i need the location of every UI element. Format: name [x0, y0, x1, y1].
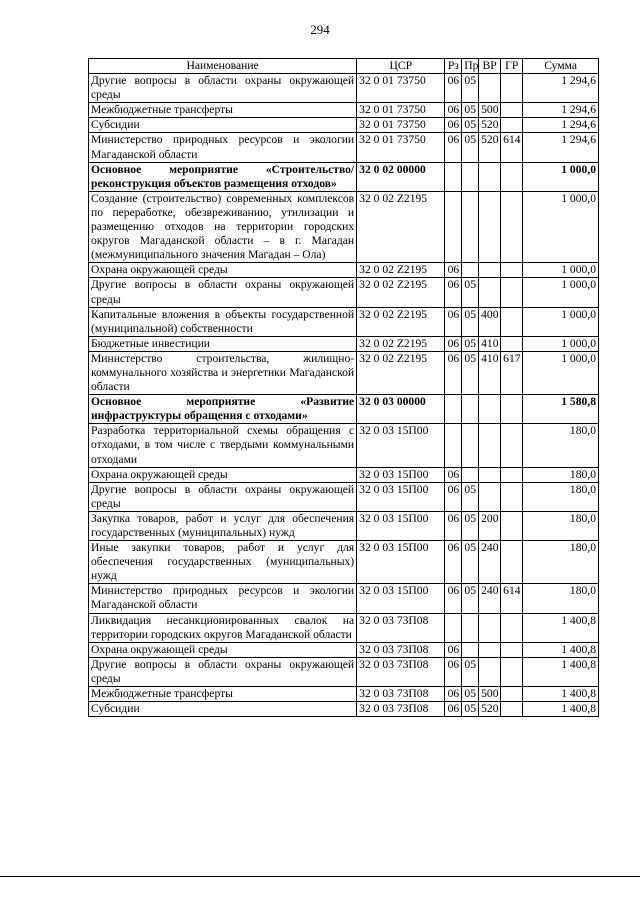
cell-sum: 1 000,0 — [523, 351, 599, 394]
cell-gr — [501, 424, 523, 467]
cell-gr — [501, 702, 523, 717]
cell-sum: 1 580,8 — [523, 395, 599, 424]
cell-pr — [462, 263, 479, 278]
cell-rz: 06 — [445, 351, 462, 394]
cell-pr: 05 — [462, 307, 479, 336]
cell-name: Охрана окружающей среды — [89, 467, 357, 482]
cell-sum: 1 400,8 — [523, 687, 599, 702]
cell-name: Капитальные вложения в объекты государственной (муниципальной) собственности — [89, 307, 357, 336]
cell-name: Разработка территориальной схемы обращения с отходами, в том числе с твердыми коммунальными отходами — [89, 424, 357, 467]
cell-sum: 1 400,8 — [523, 642, 599, 657]
cell-vr: 410 — [479, 336, 501, 351]
cell-vr — [479, 642, 501, 657]
cell-rz: 06 — [445, 541, 462, 584]
cell-vr — [479, 657, 501, 686]
cell-name: Министерство строительства, жилищно-коммунального хозяйства и энергетики Магаданской области — [89, 351, 357, 394]
cell-name: Бюджетные инвестиции — [89, 336, 357, 351]
header-sum: Сумма — [523, 59, 599, 74]
header-gr: ГР — [501, 59, 523, 74]
table-row — [89, 278, 599, 307]
cell-gr — [501, 467, 523, 482]
cell-pr: 05 — [462, 278, 479, 307]
cell-pr — [462, 467, 479, 482]
cell-gr: 614 — [501, 584, 523, 613]
cell-name: Другие вопросы в области охраны окружающей среды — [89, 657, 357, 686]
cell-vr: 520 — [479, 118, 501, 133]
table-row — [89, 584, 599, 613]
cell-sum: 1 294,6 — [523, 133, 599, 162]
cell-rz: 06 — [445, 307, 462, 336]
table-header-row — [89, 59, 599, 74]
cell-csr: 32 0 02 Z2195 — [357, 191, 445, 262]
table-row — [89, 424, 599, 467]
table-row — [89, 162, 599, 191]
cell-rz: 06 — [445, 687, 462, 702]
table-row — [89, 467, 599, 482]
table-row — [89, 263, 599, 278]
cell-pr: 05 — [462, 702, 479, 717]
cell-name: Основное мероприятие «Строительство/реконструкция объектов размещения отходов» — [89, 162, 357, 191]
cell-sum: 1 294,6 — [523, 118, 599, 133]
cell-gr — [501, 118, 523, 133]
cell-csr: 32 0 03 73П08 — [357, 642, 445, 657]
cell-sum: 1 000,0 — [523, 278, 599, 307]
cell-gr — [501, 103, 523, 118]
page-number: 294 — [310, 22, 330, 37]
table-row — [89, 191, 599, 262]
cell-rz — [445, 191, 462, 262]
table-row — [89, 541, 599, 584]
header-rz: Рз — [445, 59, 462, 74]
cell-sum: 1 400,8 — [523, 657, 599, 686]
cell-sum: 180,0 — [523, 584, 599, 613]
table-row — [89, 103, 599, 118]
cell-vr: 500 — [479, 103, 501, 118]
cell-rz — [445, 395, 462, 424]
cell-csr: 32 0 02 Z2195 — [357, 263, 445, 278]
cell-vr: 520 — [479, 702, 501, 717]
cell-gr — [501, 687, 523, 702]
cell-gr — [501, 613, 523, 642]
cell-rz: 06 — [445, 657, 462, 686]
table-row — [89, 613, 599, 642]
cell-csr: 32 0 03 73П08 — [357, 702, 445, 717]
cell-vr — [479, 191, 501, 262]
cell-csr: 32 0 03 00000 — [357, 395, 445, 424]
cell-sum: 180,0 — [523, 511, 599, 540]
cell-sum: 1 000,0 — [523, 191, 599, 262]
cell-pr — [462, 395, 479, 424]
cell-gr — [501, 191, 523, 262]
cell-gr — [501, 74, 523, 103]
cell-csr: 32 0 01 73750 — [357, 133, 445, 162]
header-vr: ВР — [479, 59, 501, 74]
table-row — [89, 482, 599, 511]
cell-gr — [501, 336, 523, 351]
cell-pr: 05 — [462, 541, 479, 584]
cell-csr: 32 0 03 15П00 — [357, 511, 445, 540]
cell-name: Субсидии — [89, 118, 357, 133]
cell-name: Другие вопросы в области охраны окружающей среды — [89, 482, 357, 511]
cell-pr — [462, 162, 479, 191]
cell-csr: 32 0 02 00000 — [357, 162, 445, 191]
table-row — [89, 702, 599, 717]
cell-vr — [479, 395, 501, 424]
cell-pr: 05 — [462, 103, 479, 118]
cell-vr: 240 — [479, 541, 501, 584]
cell-csr: 32 0 01 73750 — [357, 74, 445, 103]
cell-vr: 500 — [479, 687, 501, 702]
table-row — [89, 395, 599, 424]
cell-rz — [445, 162, 462, 191]
cell-gr: 617 — [501, 351, 523, 394]
cell-csr: 32 0 03 73П08 — [357, 657, 445, 686]
table-row — [89, 351, 599, 394]
header-pr: Пр — [462, 59, 479, 74]
cell-gr — [501, 278, 523, 307]
cell-pr — [462, 191, 479, 262]
cell-name: Основное мероприятие «Развитие инфраструктуры обращения с отходами» — [89, 395, 357, 424]
cell-vr — [479, 278, 501, 307]
cell-rz: 06 — [445, 278, 462, 307]
cell-name: Министерство природных ресурсов и экологии Магаданской области — [89, 584, 357, 613]
cell-pr: 05 — [462, 351, 479, 394]
cell-vr: 520 — [479, 133, 501, 162]
cell-name: Охрана окружающей среды — [89, 263, 357, 278]
table-row — [89, 657, 599, 686]
cell-pr: 05 — [462, 687, 479, 702]
cell-gr: 614 — [501, 133, 523, 162]
table-row — [89, 118, 599, 133]
cell-name: Другие вопросы в области охраны окружающей среды — [89, 74, 357, 103]
cell-name: Межбюджетные трансферты — [89, 687, 357, 702]
cell-gr — [501, 162, 523, 191]
cell-pr: 05 — [462, 118, 479, 133]
cell-rz: 06 — [445, 584, 462, 613]
cell-sum: 1 000,0 — [523, 263, 599, 278]
cell-gr — [501, 511, 523, 540]
table-row — [89, 511, 599, 540]
cell-csr: 32 0 02 Z2195 — [357, 336, 445, 351]
cell-csr: 32 0 01 73750 — [357, 103, 445, 118]
cell-rz: 06 — [445, 133, 462, 162]
cell-rz: 06 — [445, 336, 462, 351]
cell-name: Охрана окружающей среды — [89, 642, 357, 657]
cell-sum: 180,0 — [523, 424, 599, 467]
cell-sum: 180,0 — [523, 541, 599, 584]
footer-divider — [0, 876, 640, 877]
cell-vr — [479, 482, 501, 511]
cell-sum: 1 400,8 — [523, 613, 599, 642]
cell-csr: 32 0 02 Z2195 — [357, 351, 445, 394]
table-row — [89, 642, 599, 657]
cell-pr: 05 — [462, 584, 479, 613]
cell-sum: 1 000,0 — [523, 336, 599, 351]
cell-csr: 32 0 03 73П08 — [357, 687, 445, 702]
header-csr: ЦСР — [357, 59, 445, 74]
cell-rz: 06 — [445, 702, 462, 717]
cell-gr — [501, 642, 523, 657]
cell-sum: 180,0 — [523, 467, 599, 482]
cell-gr — [501, 395, 523, 424]
cell-rz — [445, 613, 462, 642]
cell-name: Министерство природных ресурсов и экологии Магаданской области — [89, 133, 357, 162]
cell-sum: 1 000,0 — [523, 162, 599, 191]
cell-name: Межбюджетные трансферты — [89, 103, 357, 118]
cell-gr — [501, 263, 523, 278]
cell-csr: 32 0 02 Z2195 — [357, 307, 445, 336]
cell-csr: 32 0 03 15П00 — [357, 467, 445, 482]
cell-csr: 32 0 03 73П08 — [357, 613, 445, 642]
cell-pr: 05 — [462, 336, 479, 351]
budget-table — [88, 58, 599, 717]
cell-rz — [445, 424, 462, 467]
cell-pr — [462, 613, 479, 642]
cell-vr — [479, 613, 501, 642]
cell-csr: 32 0 03 15П00 — [357, 482, 445, 511]
cell-sum: 1 294,6 — [523, 103, 599, 118]
cell-pr: 05 — [462, 482, 479, 511]
cell-pr: 05 — [462, 74, 479, 103]
cell-name: Ликвидация несанкционированных свалок на территории городских округов Магаданской области — [89, 613, 357, 642]
cell-rz: 06 — [445, 103, 462, 118]
cell-vr: 240 — [479, 584, 501, 613]
cell-sum: 1 400,8 — [523, 702, 599, 717]
cell-vr — [479, 74, 501, 103]
cell-rz: 06 — [445, 482, 462, 511]
cell-rz: 06 — [445, 74, 462, 103]
table-row — [89, 687, 599, 702]
cell-sum: 1 000,0 — [523, 307, 599, 336]
cell-name: Субсидии — [89, 702, 357, 717]
cell-name: Закупка товаров, работ и услуг для обеспечения государственных (муниципальных) нужд — [89, 511, 357, 540]
cell-name: Иные закупки товаров, работ и услуг для обеспечения государственных (муниципальных) нужд — [89, 541, 357, 584]
cell-pr: 05 — [462, 657, 479, 686]
table-row — [89, 74, 599, 103]
cell-vr — [479, 467, 501, 482]
cell-csr: 32 0 01 73750 — [357, 118, 445, 133]
cell-gr — [501, 307, 523, 336]
cell-gr — [501, 482, 523, 511]
cell-pr — [462, 424, 479, 467]
cell-csr: 32 0 02 Z2195 — [357, 278, 445, 307]
cell-vr: 410 — [479, 351, 501, 394]
table-row — [89, 336, 599, 351]
cell-rz: 06 — [445, 263, 462, 278]
cell-rz: 06 — [445, 642, 462, 657]
cell-vr — [479, 424, 501, 467]
cell-rz: 06 — [445, 467, 462, 482]
table-row — [89, 307, 599, 336]
cell-pr: 05 — [462, 511, 479, 540]
header-name: Наименование — [89, 59, 357, 74]
cell-vr: 400 — [479, 307, 501, 336]
cell-vr: 200 — [479, 511, 501, 540]
cell-pr: 05 — [462, 133, 479, 162]
cell-csr: 32 0 03 15П00 — [357, 584, 445, 613]
cell-name: Создание (строительство) современных комплексов по переработке, обезвреживанию, утилизации и размещению отходов на территории городских округов Магаданской области – в г. Магадан (межмуниципального значения Магадан – Ола) — [89, 191, 357, 262]
cell-sum: 1 294,6 — [523, 74, 599, 103]
table-body — [89, 74, 599, 717]
cell-gr — [501, 541, 523, 584]
cell-rz: 06 — [445, 511, 462, 540]
cell-name: Другие вопросы в области охраны окружающей среды — [89, 278, 357, 307]
cell-vr — [479, 263, 501, 278]
cell-gr — [501, 657, 523, 686]
cell-pr — [462, 642, 479, 657]
cell-rz: 06 — [445, 118, 462, 133]
cell-sum: 180,0 — [523, 482, 599, 511]
cell-csr: 32 0 03 15П00 — [357, 424, 445, 467]
cell-vr — [479, 162, 501, 191]
cell-csr: 32 0 03 15П00 — [357, 541, 445, 584]
table-row — [89, 133, 599, 162]
